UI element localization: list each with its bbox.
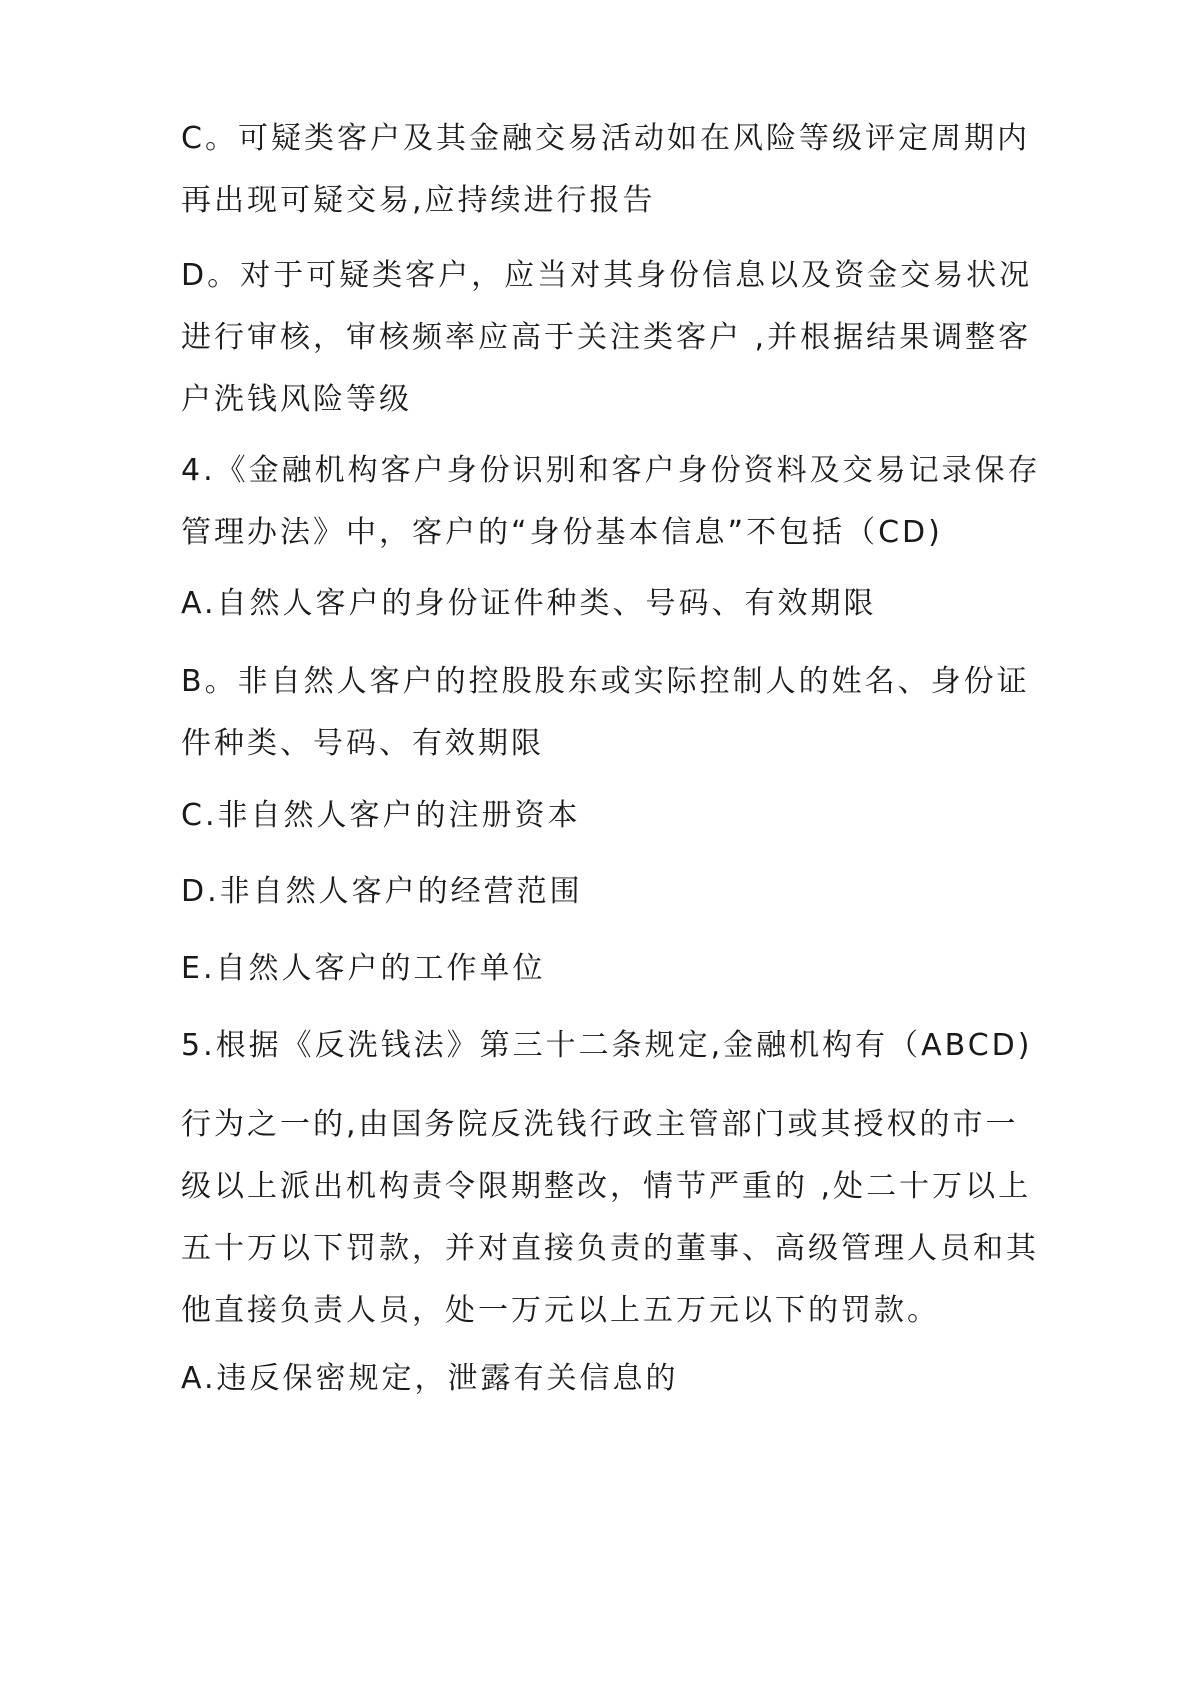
option-4e bbox=[181, 938, 1031, 1000]
option-4d bbox=[181, 861, 1031, 923]
text-line: 再出现可疑交易,应持续进行报告 bbox=[181, 183, 656, 218]
option-3d bbox=[181, 245, 1031, 431]
text-line: A.自然人客户的身份证件种类、号码、有效期限 bbox=[181, 586, 877, 621]
option-3c bbox=[181, 108, 1031, 232]
text-line: A.违反保密规定，泄露有关信息的 bbox=[181, 1361, 679, 1396]
text-line: B。非自然人客户的控股股东或实际控制人的姓名、身份证 bbox=[181, 664, 1030, 699]
text-line: 五十万以下罚款，并对直接负责的董事、高级管理人员和其 bbox=[181, 1231, 1039, 1266]
text-line: 行为之一的,由国务院反洗钱行政主管部门或其授权的市一 bbox=[181, 1107, 1019, 1142]
text-line: 户洗钱风险等级 bbox=[181, 382, 412, 417]
text-line: 级以上派出机构责令限期整改，情节严重的 ,处二十万以上 bbox=[181, 1169, 1032, 1204]
text-line: E.自然人客户的工作单位 bbox=[181, 951, 546, 986]
text-line: 管理办法》中，客户的“身份基本信息”不包括（CD) bbox=[181, 515, 943, 550]
question-5-body bbox=[181, 1094, 1039, 1342]
text-line: D.非自然人客户的经营范围 bbox=[181, 874, 583, 909]
text-line: C.非自然人客户的注册资本 bbox=[181, 798, 581, 833]
text-line: 5.根据《反洗钱法》第三十二条规定,金融机构有（ABCD) bbox=[181, 1028, 1033, 1063]
option-5a bbox=[181, 1348, 1031, 1410]
text-line: 他直接负责人员，处一万元以上五万元以下的罚款。 bbox=[181, 1293, 940, 1328]
text-line: 进行审核，审核频率应高于关注类客户 ,并根据结果调整客 bbox=[181, 320, 1032, 355]
question-4 bbox=[181, 440, 1041, 564]
text-line: 件种类、号码、有效期限 bbox=[181, 726, 544, 761]
option-4a bbox=[181, 573, 1031, 635]
text-line: D。对于可疑类客户，应当对其身份信息以及资金交易状况 bbox=[181, 258, 1033, 293]
question-5 bbox=[181, 1015, 1031, 1077]
text-line: 4.《金融机构客户身份识别和客户身份资料及交易记录保存 bbox=[181, 453, 1041, 488]
option-4c bbox=[181, 785, 1031, 847]
option-4b bbox=[181, 651, 1031, 775]
text-line: C。可疑类客户及其金融交易活动如在风险等级评定周期内 bbox=[181, 121, 1030, 156]
